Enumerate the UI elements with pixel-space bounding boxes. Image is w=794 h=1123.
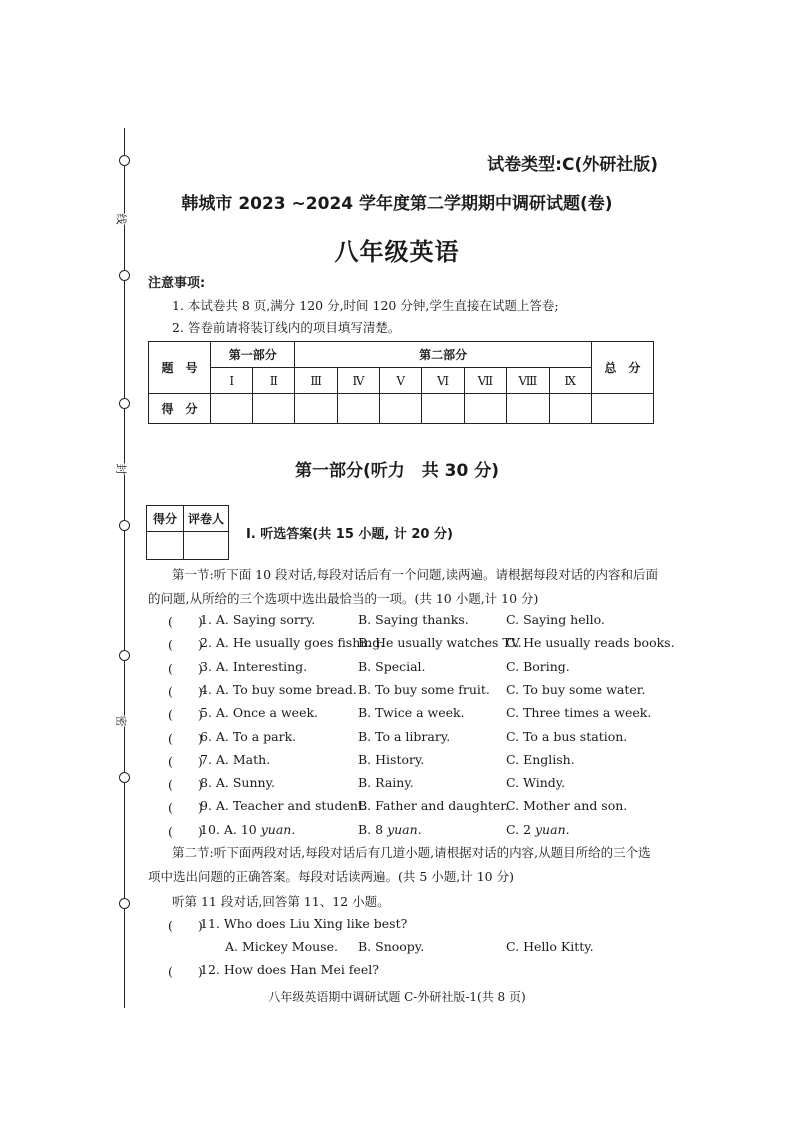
question-row [0, 682, 794, 702]
answer-blank[interactable]: ( ) [168, 918, 203, 933]
notice-item: 2. 答卷前请将装订线内的项目填写清楚。 [172, 320, 401, 335]
score-cell[interactable] [337, 394, 379, 424]
column-numeral: Ⅴ [380, 368, 422, 394]
answer-blank[interactable]: ( ) [168, 777, 203, 793]
score-cell[interactable] [295, 394, 337, 424]
section1-heading: Ⅰ. 听选答案(共 15 小题, 计 20 分) [246, 527, 453, 542]
binding-char-xian: 线 [113, 214, 131, 225]
grader-box [146, 505, 229, 560]
binding-circle [119, 398, 130, 409]
question-row [0, 612, 794, 632]
binding-char-mi: 密 [113, 716, 131, 727]
option-c: C. Hello Kitty. [506, 939, 594, 954]
sub1-instruction: 第一节:听下面 10 段对话,每段对话后有一个问题,读两遍。请根据每段对话的内容和后面 [172, 567, 659, 582]
option-c: C. Three times a week. [506, 705, 652, 721]
column-numeral: Ⅵ [422, 368, 464, 394]
column-numeral: Ⅶ [464, 368, 506, 394]
option-b: B. Father and daughter. [358, 798, 509, 814]
option-b: B. History. [358, 751, 425, 767]
part2-label: 第二部分 [295, 342, 591, 368]
option-a: 7. A. Math. [200, 751, 271, 767]
notice-heading: 注意事项: [148, 276, 206, 291]
question-row [0, 798, 794, 818]
option-b: B. Special. [358, 658, 426, 674]
sub2-instruction: 第二节:听下面两段对话,每段对话后有几道小题,请根据对话的内容,从题目所给的三个选 [172, 845, 651, 860]
option-a: 6. A. To a park. [200, 728, 297, 744]
option-c: C. He usually reads books. [506, 635, 675, 651]
option-b: B. Rainy. [358, 775, 414, 791]
option-b: B. Snoopy. [358, 939, 425, 954]
exam-title: 韩城市 2023 ~2024 学年度第二学期期中调研试题(卷) [181, 194, 613, 214]
option-b: B. To buy some fruit. [358, 681, 490, 697]
grader-name-cell[interactable] [184, 532, 229, 560]
paper-type: 试卷类型:C(外研社版) [487, 155, 658, 175]
question-options-11 [0, 939, 794, 959]
option-c: C. Boring. [506, 658, 570, 674]
column-numeral: Ⅷ [507, 368, 549, 394]
question-row [0, 635, 794, 655]
binding-circle [119, 520, 130, 531]
option-c: C. Saying hello. [506, 612, 605, 627]
score-cell[interactable] [380, 394, 422, 424]
option-b: B. Saying thanks. [358, 612, 469, 627]
answer-blank[interactable]: ( ) [168, 660, 203, 676]
binding-circle [119, 898, 130, 909]
option-b: B. To a library. [358, 728, 451, 744]
option-c: C. English. [506, 751, 575, 767]
part1-title: 第一部分(听力 共 30 分) [294, 461, 500, 481]
score-cell[interactable] [464, 394, 506, 424]
sub1-instruction: 的问题,从所给的三个选项中选出最恰当的一项。(共 10 小题,计 10 分) [148, 591, 539, 606]
answer-blank[interactable]: ( ) [168, 707, 203, 723]
answer-blank[interactable]: ( ) [168, 753, 203, 769]
grade-subject-title: 八年级英语 [334, 238, 460, 266]
binding-circle [119, 270, 130, 281]
score-cell[interactable] [549, 394, 591, 424]
grader-score-label: 得分 [147, 506, 184, 532]
question-stem: 12. How does Han Mei feel? [200, 962, 379, 977]
score-cell[interactable] [507, 394, 549, 424]
column-numeral: Ⅰ [211, 368, 253, 394]
question-number-label: 题 号 [149, 342, 211, 394]
question-stem: 11. Who does Liu Xing like best? [200, 916, 408, 931]
question-row [0, 659, 794, 679]
part1-label: 第一部分 [211, 342, 295, 368]
page-footer: 八年级英语期中调研试题 C-外研社版-1(共 8 页) [268, 990, 526, 1004]
score-cell[interactable] [253, 394, 295, 424]
score-cell[interactable] [211, 394, 253, 424]
total-score-cell[interactable] [591, 394, 653, 424]
option-b: B. Twice a week. [358, 705, 465, 721]
option-c: C. Mother and son. [506, 798, 628, 814]
option-c: C. Windy. [506, 775, 566, 791]
option-a: 4. A. To buy some bread. [200, 681, 357, 697]
column-numeral: Ⅸ [549, 368, 591, 394]
question-row [0, 729, 794, 749]
column-numeral: Ⅳ [337, 368, 379, 394]
question-row [0, 705, 794, 725]
option-a: A. Mickey Mouse. [225, 939, 338, 954]
sub2-instruction: 项中选出问题的正确答案。每段对话读两遍。(共 5 小题,计 10 分) [148, 869, 514, 884]
answer-blank[interactable]: ( ) [168, 683, 203, 699]
answer-blank[interactable]: ( ) [168, 614, 203, 629]
column-numeral: Ⅱ [253, 368, 295, 394]
binding-char-feng: 封 [113, 464, 131, 475]
option-a: 9. A. Teacher and student. [200, 798, 367, 814]
grader-name-label: 评卷人 [184, 506, 229, 532]
option-a: 2. A. He usually goes fishing. [200, 635, 385, 651]
option-a: 10. A. 10 yuan. [200, 821, 296, 837]
question-row-11 [0, 916, 794, 936]
option-c: C. To buy some water. [506, 681, 646, 697]
question-row [0, 822, 794, 842]
answer-blank[interactable]: ( ) [168, 800, 203, 816]
question-row [0, 752, 794, 772]
grader-score-cell[interactable] [147, 532, 184, 560]
answer-blank[interactable]: ( ) [168, 730, 203, 746]
question-row-12 [0, 962, 794, 982]
option-c: C. 2 yuan. [506, 821, 570, 837]
score-table [148, 341, 654, 424]
score-row-label: 得 分 [149, 394, 211, 424]
option-b: B. 8 yuan. [358, 821, 422, 837]
option-b: B. He usually watches TV. [358, 635, 522, 651]
option-c: C. To a bus station. [506, 728, 628, 744]
option-a: 5. A. Once a week. [200, 705, 319, 721]
answer-blank[interactable]: ( ) [168, 823, 203, 839]
score-cell[interactable] [422, 394, 464, 424]
option-a: 8. A. Sunny. [200, 775, 275, 791]
total-score-label: 总 分 [591, 342, 653, 394]
answer-blank[interactable]: ( ) [168, 964, 203, 979]
question-row [0, 775, 794, 795]
answer-blank[interactable]: ( ) [168, 637, 203, 653]
notice-item: 1. 本试卷共 8 页,满分 120 分,时间 120 分钟,学生直接在试题上答卷; [172, 298, 559, 313]
option-a: 1. A. Saying sorry. [200, 612, 316, 627]
dialog-11-note: 听第 11 段对话,回答第 11、12 小题。 [172, 894, 390, 909]
option-a: 3. A. Interesting. [200, 658, 308, 674]
column-numeral: Ⅲ [295, 368, 337, 394]
binding-circle [119, 155, 130, 166]
